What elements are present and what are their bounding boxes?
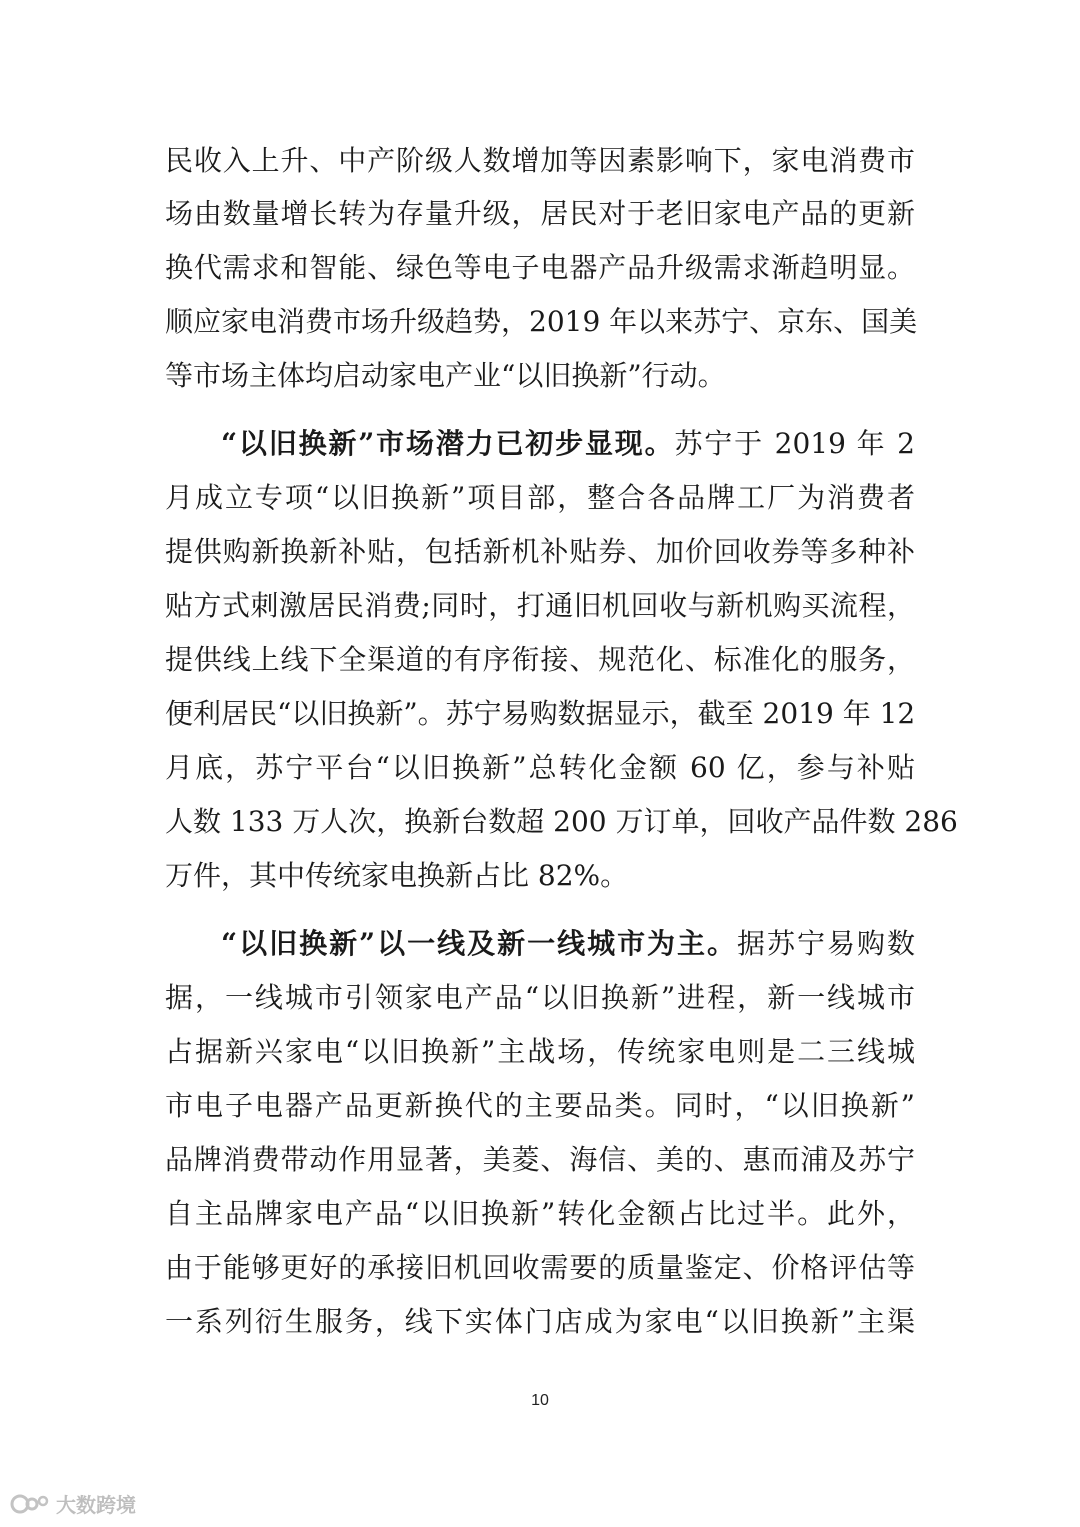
page-number: 10	[531, 1392, 549, 1409]
text-line: 月成立专项“以旧换新”项目部，整合各品牌工厂为消费者	[165, 481, 915, 514]
paragraph-heading-line	[221, 920, 915, 968]
text-run: 据苏宁易购数	[737, 927, 915, 960]
text-line: 自主品牌家电产品“以旧换新”转化金额占比过半。此外，	[165, 1197, 915, 1230]
text-line: 万件，其中传统家电换新占比 82%。	[165, 859, 629, 892]
text-line: 据，一线城市引领家电产品“以旧换新”进程，新一线城市	[165, 981, 915, 1014]
text-line: 换代需求和智能、绿色等电子电器产品升级需求渐趋明显。	[165, 251, 915, 284]
watermark-text: 大数跨境	[56, 1492, 136, 1517]
text-line: 顺应家电消费市场升级趋势，2019 年以来苏宁、京东、国美	[165, 305, 918, 338]
text-line: 由于能够更好的承接旧机回收需要的质量鉴定、价格评估等	[165, 1251, 915, 1284]
text-line: 市电子电器产品更新换代的主要品类。同时，“以旧换新”	[165, 1089, 915, 1122]
text-line: 占据新兴家电“以旧换新”主战场，传统家电则是二三线城	[165, 1035, 915, 1068]
text-line: 贴方式刺激居民消费;同时，打通旧机回收与新机购买流程，	[165, 589, 915, 622]
text-line: 月底，苏宁平台“以旧换新”总转化金额 60 亿，参与补贴	[165, 751, 915, 784]
text-line: 品牌消费带动作用显著，美菱、海信、美的、惠而浦及苏宁	[165, 1143, 915, 1176]
text-line: 民收入上升、中产阶级人数增加等因素影响下，家电消费市	[165, 144, 915, 177]
paragraph-heading-line	[221, 420, 915, 468]
brand-logo-icon	[8, 1490, 52, 1516]
text-run: 苏宁于 2019 年 2	[674, 427, 915, 460]
text-line: 人数 133 万人次，换新台数超 200 万订单，回收产品件数 286	[165, 805, 958, 838]
text-line: 等市场主体均启动家电产业“以旧换新”行动。	[165, 359, 726, 392]
text-line: 提供线上线下全渠道的有序衔接、规范化、标准化的服务，	[165, 643, 915, 676]
text-line: 一系列衍生服务，线下实体门店成为家电“以旧换新”主渠	[165, 1305, 915, 1338]
paragraph-heading: “以旧换新”市场潜力已初步显现。	[221, 427, 675, 460]
watermark	[8, 1488, 136, 1518]
text-line: 便利居民“以旧换新”。苏宁易购数据显示，截至 2019 年 12	[165, 697, 916, 730]
text-line: 场由数量增长转为存量升级，居民对于老旧家电产品的更新	[165, 197, 915, 230]
paragraph-heading: “以旧换新”以一线及新一线城市为主。	[221, 927, 738, 960]
text-line: 提供购新换新补贴，包括新机补贴券、加价回收券等多种补	[165, 535, 915, 568]
